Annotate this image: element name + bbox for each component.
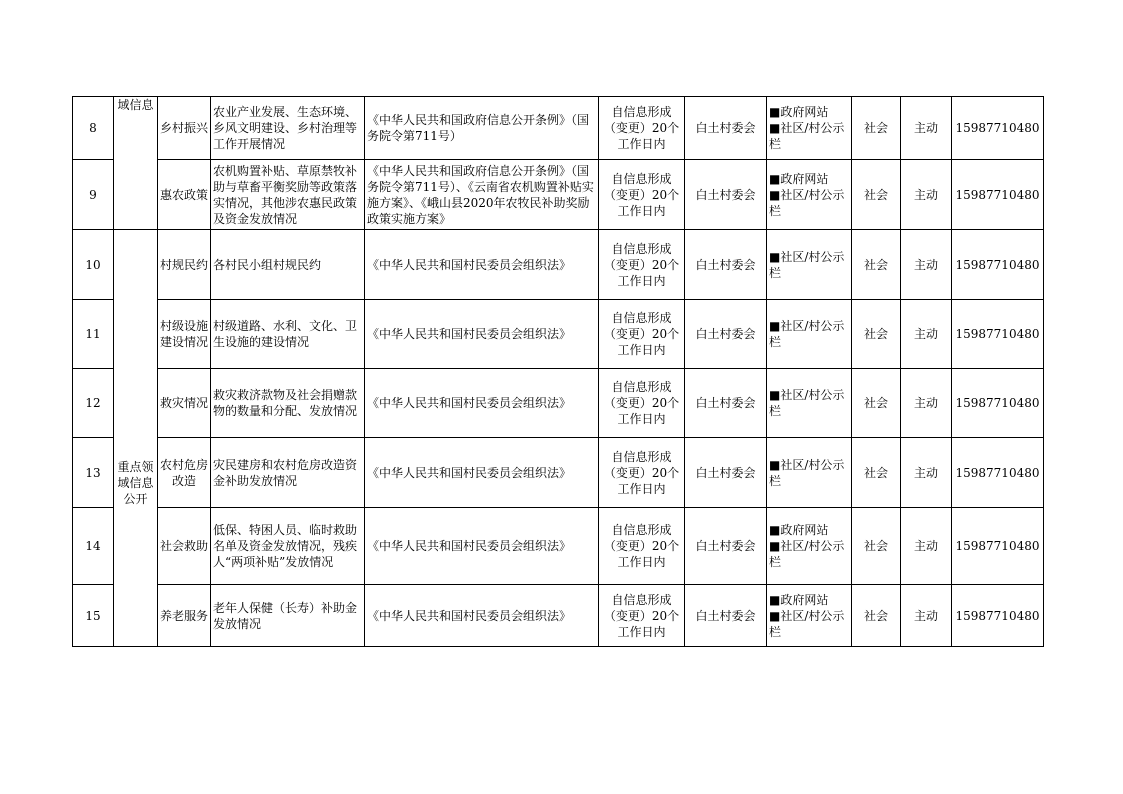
channel-item: ■政府网站 bbox=[769, 592, 829, 607]
channel-item: ■社区/村公示栏 bbox=[769, 319, 845, 349]
subject-cell: 白土村委会 bbox=[685, 97, 767, 160]
time-cell: 自信息形成（变更）20个工作日内 bbox=[599, 230, 685, 300]
subject-cell: 白土村委会 bbox=[685, 585, 767, 647]
channel-item: ■社区/村公示栏 bbox=[769, 187, 845, 218]
basis-cell: 《中华人民共和国村民委员会组织法》 bbox=[365, 300, 599, 369]
item-cell: 村规民约 bbox=[158, 230, 211, 300]
item-cell: 社会救助 bbox=[158, 508, 211, 585]
scope-cell: 社会 bbox=[852, 300, 901, 369]
mode-cell: 主动 bbox=[901, 97, 952, 160]
channel-cell bbox=[767, 300, 852, 369]
row-number: 15 bbox=[73, 585, 114, 647]
phone-cell: 15987710480 bbox=[952, 300, 1044, 369]
channel-cell bbox=[767, 97, 852, 160]
time-cell: 自信息形成（变更）20个工作日内 bbox=[599, 438, 685, 508]
scope-cell: 社会 bbox=[852, 97, 901, 160]
channel-item: ■社区/村公示栏 bbox=[769, 457, 845, 488]
table-row bbox=[73, 369, 1044, 438]
mode-cell: 主动 bbox=[901, 585, 952, 647]
item-cell: 农村危房改造 bbox=[158, 438, 211, 508]
row-number: 9 bbox=[73, 160, 114, 230]
mode-cell: 主动 bbox=[901, 300, 952, 369]
row-number: 13 bbox=[73, 438, 114, 508]
time-cell: 自信息形成（变更）20个工作日内 bbox=[599, 585, 685, 647]
content-cell: 老年人保健（长寿）补助金发放情况 bbox=[211, 585, 365, 647]
time-cell: 自信息形成（变更）20个工作日内 bbox=[599, 160, 685, 230]
table-row bbox=[73, 160, 1044, 230]
channel-item: ■政府网站 bbox=[769, 105, 829, 119]
table-row bbox=[73, 300, 1044, 369]
subject-cell: 白土村委会 bbox=[685, 300, 767, 369]
basis-cell: 《中华人民共和国政府信息公开条例》（国务院令第711号） bbox=[365, 97, 599, 160]
item-cell: 乡村振兴 bbox=[158, 97, 211, 160]
time-cell: 自信息形成（变更）20个工作日内 bbox=[599, 300, 685, 369]
row-number: 10 bbox=[73, 230, 114, 300]
table-row bbox=[73, 230, 1044, 300]
mode-cell: 主动 bbox=[901, 369, 952, 438]
scope-cell: 社会 bbox=[852, 369, 901, 438]
table-row bbox=[73, 97, 1044, 160]
channel-item: ■社区/村公示栏 bbox=[769, 608, 845, 639]
basis-cell: 《中华人民共和国政府信息公开条例》（国务院令第711号）、《云南省农机购置补贴实施方案》、《峨山县2020年农牧民补助奖励政策实施方案》 bbox=[365, 160, 599, 230]
channel-cell bbox=[767, 508, 852, 585]
phone-cell: 15987710480 bbox=[952, 438, 1044, 508]
content-cell: 农业产业发展、生态环境、乡风文明建设、乡村治理等工作开展情况 bbox=[211, 97, 365, 160]
basis-cell: 《中华人民共和国村民委员会组织法》 bbox=[365, 585, 599, 647]
basis-cell: 《中华人民共和国村民委员会组织法》 bbox=[365, 230, 599, 300]
table-row bbox=[73, 585, 1044, 647]
channel-item: ■政府网站 bbox=[769, 523, 829, 537]
content-cell: 低保、特困人员、临时救助名单及资金发放情况，残疾人“两项补贴”发放情况 bbox=[211, 508, 365, 585]
scope-cell: 社会 bbox=[852, 585, 901, 647]
mode-cell: 主动 bbox=[901, 508, 952, 585]
content-cell: 各村民小组村规民约 bbox=[211, 230, 365, 300]
mode-cell: 主动 bbox=[901, 438, 952, 508]
table-body bbox=[73, 97, 1044, 647]
row-number: 11 bbox=[73, 300, 114, 369]
item-cell: 救灾情况 bbox=[158, 369, 211, 438]
scope-cell: 社会 bbox=[852, 438, 901, 508]
channel-item: ■社区/村公示栏 bbox=[769, 249, 845, 280]
mode-cell: 主动 bbox=[901, 160, 952, 230]
mode-cell: 主动 bbox=[901, 230, 952, 300]
channel-item: ■政府网站 bbox=[769, 171, 829, 186]
phone-cell: 15987710480 bbox=[952, 508, 1044, 585]
content-cell: 灾民建房和农村危房改造资金补助发放情况 bbox=[211, 438, 365, 508]
phone-cell: 15987710480 bbox=[952, 585, 1044, 647]
subject-cell: 白土村委会 bbox=[685, 160, 767, 230]
channel-cell bbox=[767, 230, 852, 300]
channel-cell bbox=[767, 585, 852, 647]
subject-cell: 白土村委会 bbox=[685, 508, 767, 585]
item-cell: 惠农政策 bbox=[158, 160, 211, 230]
scope-cell: 社会 bbox=[852, 160, 901, 230]
channel-cell bbox=[767, 438, 852, 508]
table-row bbox=[73, 438, 1044, 508]
subject-cell: 白土村委会 bbox=[685, 369, 767, 438]
item-cell: 村级设施建设情况 bbox=[158, 300, 211, 369]
basis-cell: 《中华人民共和国村民委员会组织法》 bbox=[365, 438, 599, 508]
category-cell: 域信息 bbox=[114, 97, 158, 230]
category-cell: 重点领域信息公开 bbox=[114, 230, 158, 647]
channel-cell bbox=[767, 369, 852, 438]
time-cell: 自信息形成（变更）20个工作日内 bbox=[599, 369, 685, 438]
row-number: 8 bbox=[73, 97, 114, 160]
row-number: 12 bbox=[73, 369, 114, 438]
row-number: 14 bbox=[73, 508, 114, 585]
phone-cell: 15987710480 bbox=[952, 160, 1044, 230]
basis-cell: 《中华人民共和国村民委员会组织法》 bbox=[365, 369, 599, 438]
subject-cell: 白土村委会 bbox=[685, 438, 767, 508]
content-cell: 村级道路、水利、文化、卫生设施的建设情况 bbox=[211, 300, 365, 369]
scope-cell: 社会 bbox=[852, 508, 901, 585]
time-cell: 自信息形成（变更）20个工作日内 bbox=[599, 508, 685, 585]
time-cell: 自信息形成（变更）20个工作日内 bbox=[599, 97, 685, 160]
phone-cell: 15987710480 bbox=[952, 230, 1044, 300]
scope-cell: 社会 bbox=[852, 230, 901, 300]
disclosure-table bbox=[72, 96, 1044, 647]
content-cell: 救灾救济款物及社会捐赠款物的数量和分配、发放情况 bbox=[211, 369, 365, 438]
channel-item: ■社区/村公示栏 bbox=[769, 539, 845, 569]
phone-cell: 15987710480 bbox=[952, 97, 1044, 160]
phone-cell: 15987710480 bbox=[952, 369, 1044, 438]
channel-cell bbox=[767, 160, 852, 230]
table-row bbox=[73, 508, 1044, 585]
item-cell: 养老服务 bbox=[158, 585, 211, 647]
subject-cell: 白土村委会 bbox=[685, 230, 767, 300]
basis-cell: 《中华人民共和国村民委员会组织法》 bbox=[365, 508, 599, 585]
content-cell: 农机购置补贴、草原禁牧补助与草畜平衡奖励等政策落实情况，其他涉农惠民政策及资金发放情况 bbox=[211, 160, 365, 230]
channel-item: ■社区/村公示栏 bbox=[769, 388, 845, 418]
channel-item: ■社区/村公示栏 bbox=[769, 121, 845, 151]
